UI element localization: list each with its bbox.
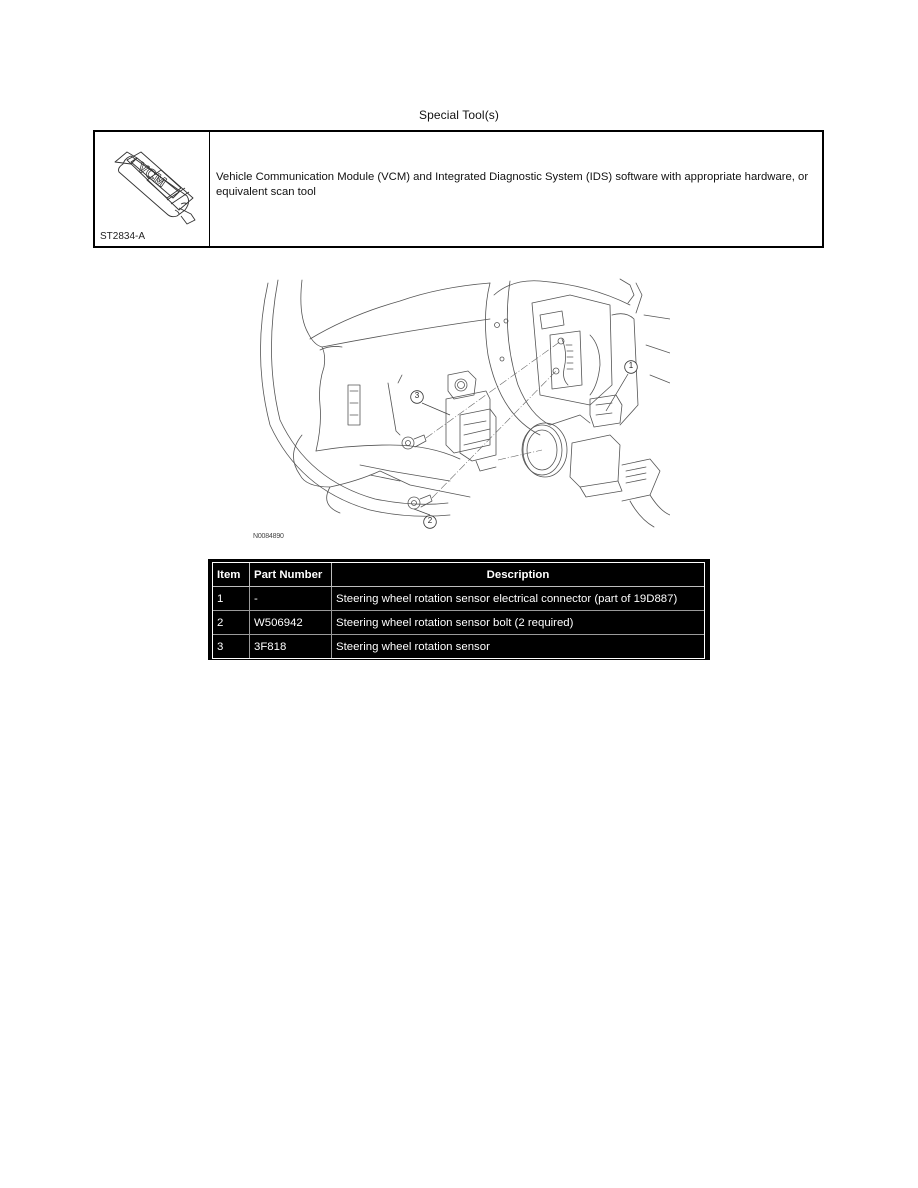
table-row xyxy=(213,587,704,611)
callout-2-label: 2 xyxy=(427,516,433,525)
table-row xyxy=(213,611,704,635)
special-tools-table xyxy=(93,130,824,248)
figure-id: N0084890 xyxy=(253,533,284,540)
tool-image-cell xyxy=(95,132,210,246)
cell-description: Steering wheel rotation sensor xyxy=(332,635,705,659)
table-row xyxy=(213,635,704,659)
cell-item: 3 xyxy=(213,635,250,659)
cell-part-number: - xyxy=(250,587,332,611)
cell-part-number: 3F818 xyxy=(250,635,332,659)
callout-3-label: 3 xyxy=(414,391,420,400)
parts-table-frame xyxy=(208,559,710,660)
header-item: Item xyxy=(213,563,250,587)
cell-item: 1 xyxy=(213,587,250,611)
cell-description: Steering wheel rotation sensor electrical connector (part of 19D887) xyxy=(332,587,705,611)
cell-item: 2 xyxy=(213,611,250,635)
table-header-row xyxy=(213,563,704,587)
cell-part-number: W506942 xyxy=(250,611,332,635)
parts-table xyxy=(213,563,704,658)
header-part-number: Part Number xyxy=(250,563,332,587)
tool-code: ST2834-A xyxy=(100,231,146,242)
cell-description: Steering wheel rotation sensor bolt (2 required) xyxy=(332,611,705,635)
steering-wheel-rotation-sensor-figure xyxy=(250,275,670,550)
vcm-module-icon xyxy=(101,140,203,230)
exploded-view-illustration xyxy=(250,275,670,550)
svg-text:VCM: VCM xyxy=(134,158,170,190)
header-description: Description xyxy=(332,563,705,587)
tool-description: Vehicle Communication Module (VCM) and Integrated Diagnostic System (IDS) software with appropriate hardware, or equivalent scan tool xyxy=(216,171,809,198)
section-title: Special Tool(s) xyxy=(419,108,499,122)
callout-1-label: 1 xyxy=(628,361,634,370)
